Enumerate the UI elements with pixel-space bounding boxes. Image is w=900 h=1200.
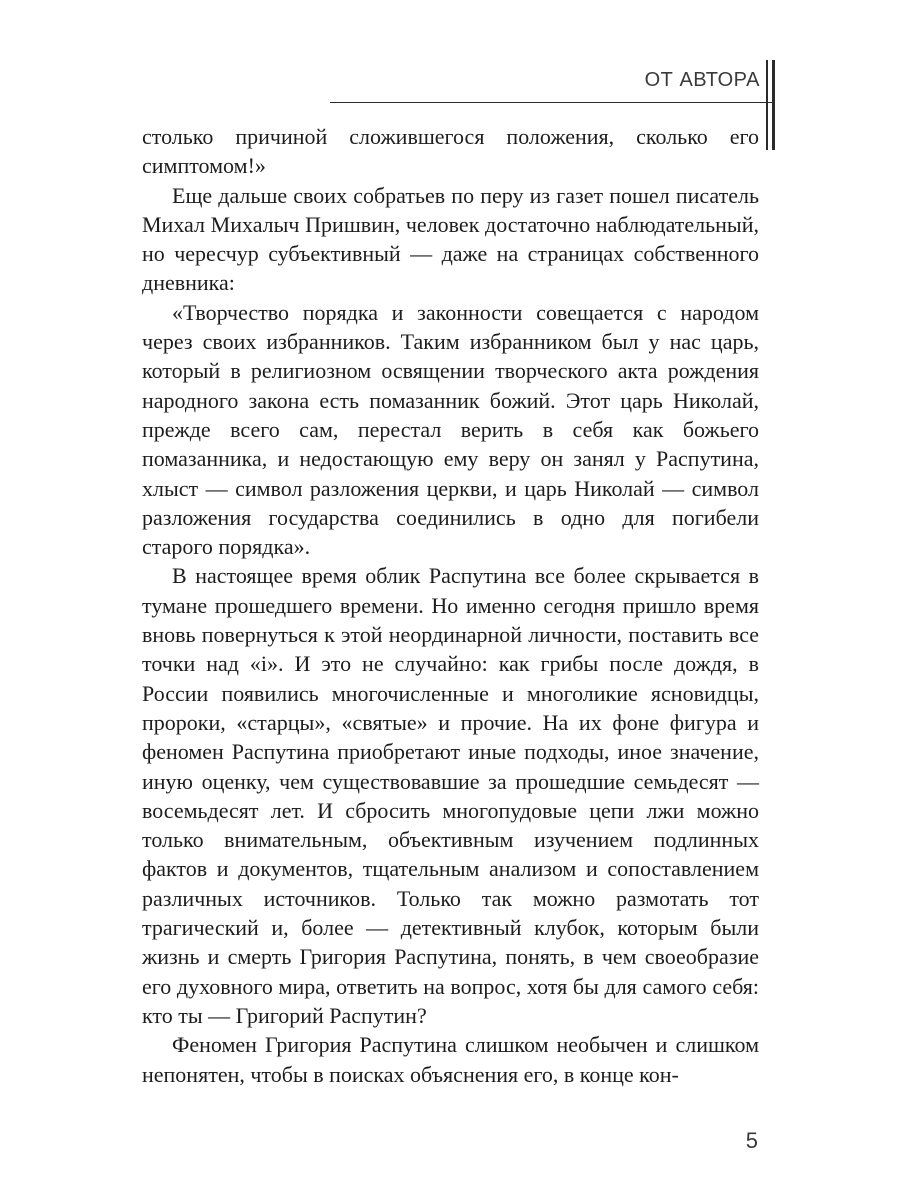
body-text	[142, 122, 759, 1089]
header-vertical-rule	[766, 60, 768, 150]
paragraph-quote: «Творчество порядка и законности совещается с народом через своих избранников. Таким избранником был у нас царь, который в религиозном освящении творческого акта рождения народного закона есть помазанник божий. Этот царь Николай, прежде всего сам, перестал верить в себя как божьего помазанника, и недостающую ему веру он занял у Распутина, хлыст — символ разложения церкви, и царь Николай — символ разложения государства соединились в одно для погибели старого порядка».	[142, 299, 759, 560]
page-number: 5	[745, 1128, 758, 1153]
header-vertical-rule-thick	[772, 60, 775, 150]
running-header-title: ОТ АВТОРА	[644, 69, 760, 91]
paragraph: Феномен Григория Распутина слишком необычен и слишком непонятен, чтобы в поисках объяснения его, в конце кон-	[142, 1032, 759, 1087]
paragraph-continuation: столько причиной сложившегося положения, сколько его симптомом!»	[142, 124, 759, 179]
paragraph: Еще дальше своих собратьев по перу из газет пошел писатель Михал Михалыч Пришвин, человек достаточно наблюдательный, но чересчур субъективный — даже на страницах собственного дневника:	[142, 182, 759, 296]
header-rule	[330, 102, 772, 103]
paragraph: В настоящее время облик Распутина все более скрывается в тумане прошедшего времени. Но именно сегодня пришло время вновь повернуться к этой неординарной личности, поставить все точки над «i». И это не случайно: как грибы после дождя, в России появились многочисленные и многоликие ясновидцы, пророки, «старцы», «святые» и прочие. На их фоне фигура и феномен Распутина приобретают иные подходы, иное значение, иную оценку, чем существовавшие за прошедшие семьдесят — восемьдесят лет. И сбросить многопудовые цепи лжи можно только внимательным, объективным изучением подлинных фактов и документов, тщательным анализом и сопоставлением различных источников. Только так можно размотать тот трагический и, более — детективный клубок, которым были жизнь и смерть Григория Распутина, понять, в чем своеобразие его духовного мира, ответить на вопрос, хотя бы для самого себя: кто ты — Григорий Распутин?	[142, 563, 759, 1028]
